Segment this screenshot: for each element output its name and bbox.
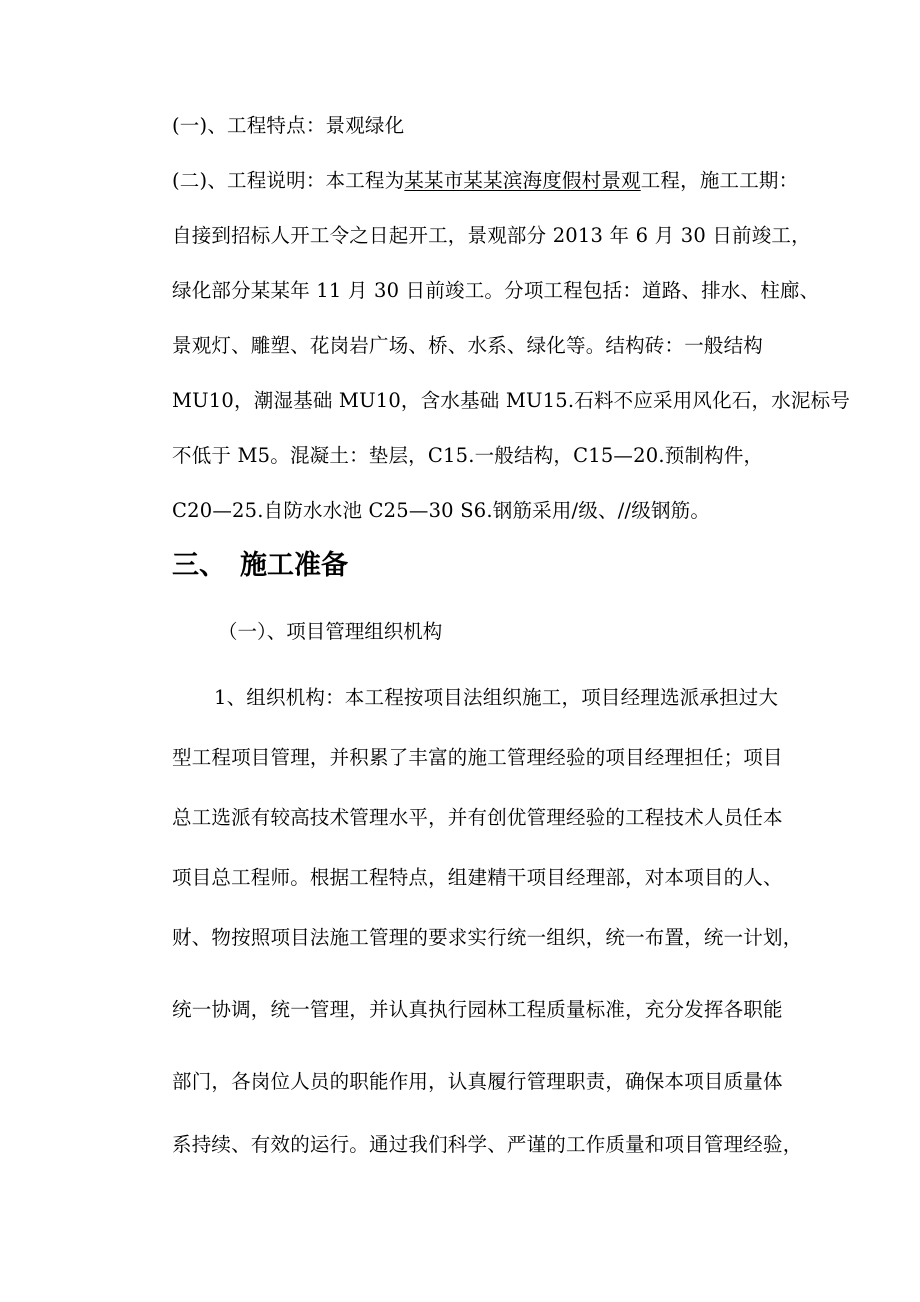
description-text-line: C20—25.自防水水池 C25—30 S6.钢筋采用/级、//级钢筋。 (172, 499, 711, 522)
description-text-line: MU10，潮湿基础 MU10，含水基础 MU15.石料不应采用风化石，水泥标号 (172, 389, 851, 412)
section-number: 三、 (172, 550, 226, 581)
description-text-line: 景观灯、雕塑、花岗岩广场、桥、水系、绿化等。结构砖：一般结构 (172, 334, 764, 357)
section-title: 施工准备 (240, 550, 348, 581)
subsection-heading: （一）、项目管理组织机构 (218, 620, 443, 643)
paragraph-line: 统一协调，统一管理，并认真执行园林工程质量标准，充分发挥各职能 (172, 998, 783, 1021)
description-suffix: 工程，施工工期： (640, 169, 799, 192)
description-text-line: 绿化部分某某年 11 月 30 日前竣工。分项工程包括：道路、排水、柱廊、 (172, 279, 820, 302)
engineering-description-line (172, 166, 862, 196)
engineering-features-line: (一)、工程特点：景观绿化 (172, 114, 405, 137)
paragraph-line: 部门，各岗位人员的职能作用，认真履行管理职责，确保本项目质量体 (172, 1070, 783, 1093)
paragraph-line: 系持续、有效的运行。通过我们科学、严谨的工作质量和项目管理经验， (172, 1133, 803, 1156)
description-prefix: (二)、工程说明：本工程为 (172, 169, 405, 192)
paragraph-line: 项目总工程师。根据工程特点，组建精干项目经理部，对本项目的人、 (172, 866, 783, 889)
description-text-line: 自接到招标人开工令之日起开工，景观部分 2013 年 6 月 30 日前竣工， (172, 224, 811, 247)
section-heading (172, 548, 348, 584)
paragraph-line: 1、组织机构：本工程按项目法组织施工，项目经理选派承担过大 (214, 686, 779, 709)
project-name: 某某市某某滨海度假村景观 (404, 169, 641, 192)
paragraph-line: 型工程项目管理，并积累了丰富的施工管理经验的项目经理担任；项目 (172, 746, 783, 769)
paragraph-line: 总工选派有较高技术管理水平，并有创优管理经验的工程技术人员任本 (172, 806, 783, 829)
paragraph-line: 财、物按照项目法施工管理的要求实行统一组织，统一布置，统一计划， (172, 926, 803, 949)
description-text-line: 不低于 M5。混凝土：垫层，C15.一般结构，C15—20.预制构件， (172, 444, 764, 467)
